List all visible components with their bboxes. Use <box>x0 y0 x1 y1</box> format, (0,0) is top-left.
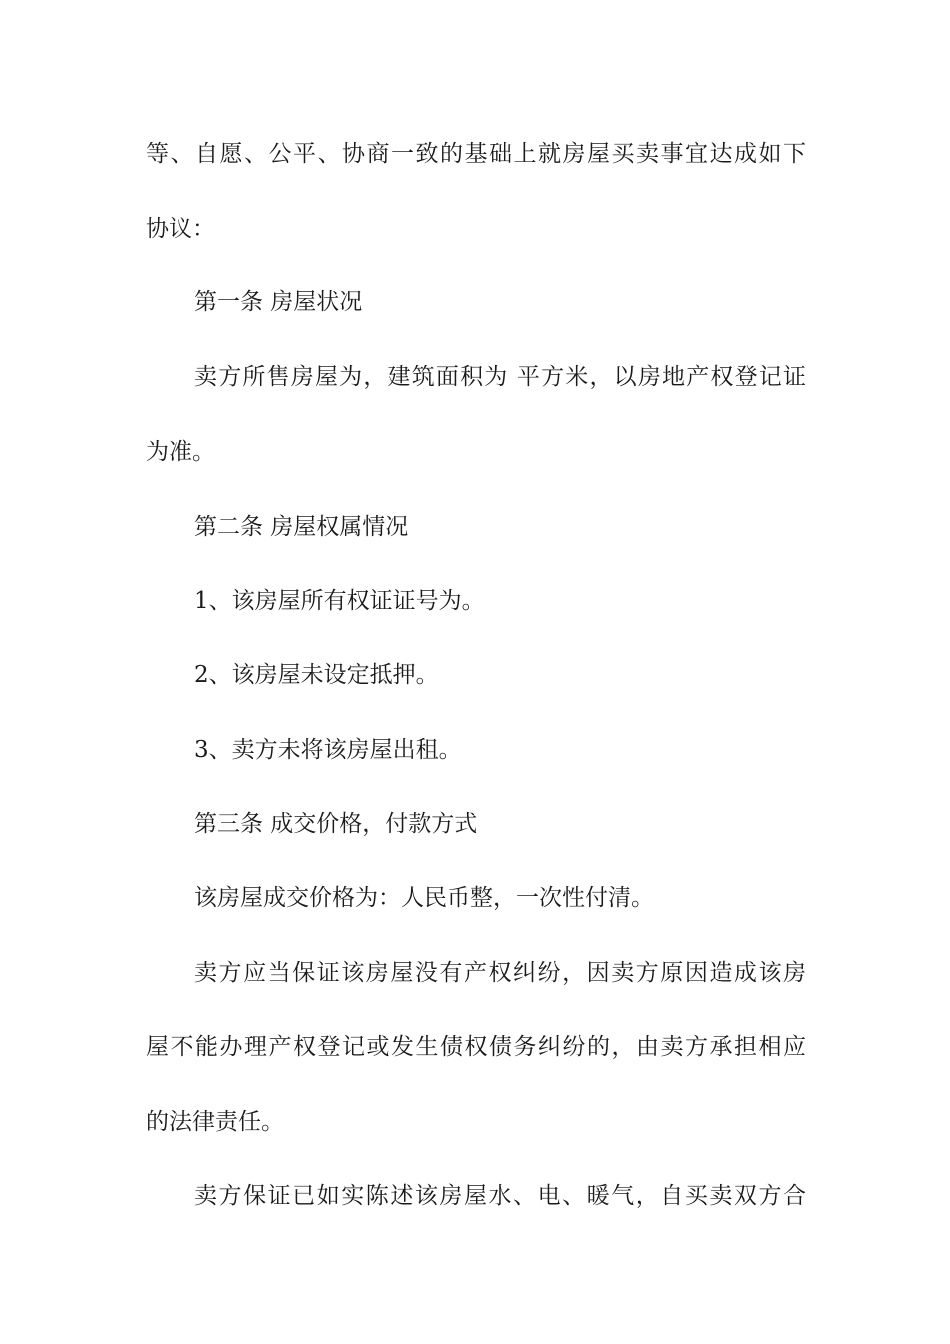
text-line-8: 2、该房屋未设定抵押。 <box>194 662 439 688</box>
article-2-heading: 第二条 房屋权属情况 <box>194 514 409 540</box>
text-line-13: 屋不能办理产权登记或发生债权债务纠纷的，由卖方承担相应 <box>146 1034 806 1060</box>
text-line-9: 3、卖方未将该房屋出租。 <box>194 737 462 763</box>
text-line-12: 卖方应当保证该房屋没有产权纠纷，因卖方原因造成该房 <box>194 960 806 986</box>
text-line-2: 协议： <box>146 216 215 242</box>
text-line-7: 1、该房屋所有权证证号为。 <box>194 588 485 614</box>
article-3-heading: 第三条 成交价格，付款方式 <box>194 811 478 837</box>
text-line-5: 为准。 <box>146 439 215 465</box>
article-1-heading: 第一条 房屋状况 <box>194 289 363 315</box>
text-line-11: 该房屋成交价格为：人民币整，一次性付清。 <box>194 885 654 911</box>
text-line-1: 等、自愿、公平、协商一致的基础上就房屋买卖事宜达成如下 <box>146 141 806 167</box>
text-line-15: 卖方保证已如实陈述该房屋水、电、暖气，自买卖双方合 <box>194 1183 806 1209</box>
text-line-4: 卖方所售房屋为，建筑面积为 平方米，以房地产权登记证 <box>194 364 806 390</box>
text-line-14: 的法律责任。 <box>146 1109 284 1135</box>
